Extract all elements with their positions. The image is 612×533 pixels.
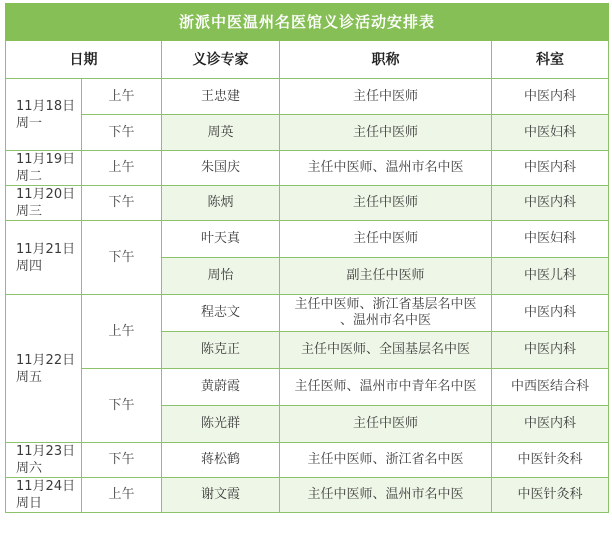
half-day-cell: 下午	[82, 369, 162, 443]
weekday-text: 周四	[16, 258, 43, 274]
dept-cell: 中医妇科	[492, 221, 609, 258]
expert-cell: 程志文	[162, 295, 280, 332]
expert-cell: 周英	[162, 115, 280, 151]
date-text: 11月24日	[16, 479, 76, 494]
date-text: 11月22日	[16, 352, 76, 368]
date-cell	[6, 295, 82, 443]
table-row	[6, 79, 609, 115]
half-day-cell: 上午	[82, 79, 162, 115]
date-text: 11月23日	[16, 444, 76, 459]
header-expert: 义诊专家	[162, 41, 280, 79]
header-row	[6, 41, 609, 79]
table-row	[6, 115, 609, 151]
expert-cell: 陈炳	[162, 186, 280, 221]
expert-cell: 叶天真	[162, 221, 280, 258]
dept-cell: 中医内科	[492, 406, 609, 443]
dept-cell: 中医内科	[492, 186, 609, 221]
dept-cell: 中西医结合科	[492, 369, 609, 406]
weekday-text: 周一	[16, 115, 43, 131]
expert-cell: 陈克正	[162, 332, 280, 369]
expert-cell: 王忠建	[162, 79, 280, 115]
half-day-cell: 上午	[82, 151, 162, 186]
title-cell: 主任中医师、温州市名中医	[280, 151, 492, 186]
half-day-cell: 下午	[82, 443, 162, 478]
title-cell: 主任中医师、全国基层名中医	[280, 332, 492, 369]
dept-cell: 中医内科	[492, 79, 609, 115]
header-date: 日期	[6, 41, 162, 79]
table-row	[6, 151, 609, 186]
date-cell	[6, 443, 82, 478]
expert-cell: 朱国庆	[162, 151, 280, 186]
table-title-row	[6, 4, 609, 41]
header-title: 职称	[280, 41, 492, 79]
date-cell	[6, 151, 82, 186]
weekday-text: 周五	[16, 369, 43, 385]
dept-cell: 中医内科	[492, 295, 609, 332]
expert-cell: 谢文霞	[162, 478, 280, 513]
title-cell: 主任中医师	[280, 79, 492, 115]
date-cell	[6, 79, 82, 151]
title-line: 主任中医师、浙江省基层名中医	[294, 297, 477, 312]
half-day-cell: 下午	[82, 115, 162, 151]
weekday-text: 周六	[16, 461, 43, 476]
half-day-cell: 下午	[82, 186, 162, 221]
date-text: 11月21日	[16, 241, 76, 257]
date-cell	[6, 186, 82, 221]
schedule-table	[5, 3, 609, 513]
title-cell	[280, 295, 492, 332]
schedule-table-container	[5, 3, 608, 513]
half-day-cell: 上午	[82, 295, 162, 369]
dept-cell: 中医妇科	[492, 115, 609, 151]
title-cell: 副主任中医师	[280, 258, 492, 295]
title-cell: 主任中医师、浙江省名中医	[280, 443, 492, 478]
expert-cell: 黄蔚霞	[162, 369, 280, 406]
table-row	[6, 478, 609, 513]
dept-cell: 中医内科	[492, 151, 609, 186]
expert-cell: 蒋松鹤	[162, 443, 280, 478]
half-day-cell: 下午	[82, 221, 162, 295]
dept-cell: 中医内科	[492, 332, 609, 369]
title-cell: 主任中医师	[280, 186, 492, 221]
weekday-text: 周二	[16, 169, 43, 184]
header-dept: 科室	[492, 41, 609, 79]
dept-cell: 中医儿科	[492, 258, 609, 295]
table-title: 浙派中医温州名医馆义诊活动安排表	[6, 4, 609, 41]
weekday-text: 周日	[16, 496, 43, 511]
table-row	[6, 443, 609, 478]
title-cell: 主任中医师	[280, 221, 492, 258]
title-line: 、温州市名中医	[339, 313, 431, 328]
half-day-cell: 上午	[82, 478, 162, 513]
date-text: 11月18日	[16, 98, 76, 114]
date-text: 11月20日	[16, 187, 76, 202]
date-cell	[6, 478, 82, 513]
table-row	[6, 186, 609, 221]
table-row	[6, 295, 609, 332]
title-cell: 主任医师、温州市中青年名中医	[280, 369, 492, 406]
dept-cell: 中医针灸科	[492, 478, 609, 513]
date-text: 11月19日	[16, 152, 76, 167]
title-cell: 主任中医师	[280, 115, 492, 151]
expert-cell: 周怡	[162, 258, 280, 295]
expert-cell: 陈光群	[162, 406, 280, 443]
dept-cell: 中医针灸科	[492, 443, 609, 478]
weekday-text: 周三	[16, 204, 43, 219]
date-cell	[6, 221, 82, 295]
table-row	[6, 369, 609, 406]
table-row	[6, 221, 609, 258]
title-cell: 主任中医师、温州市名中医	[280, 478, 492, 513]
title-cell: 主任中医师	[280, 406, 492, 443]
